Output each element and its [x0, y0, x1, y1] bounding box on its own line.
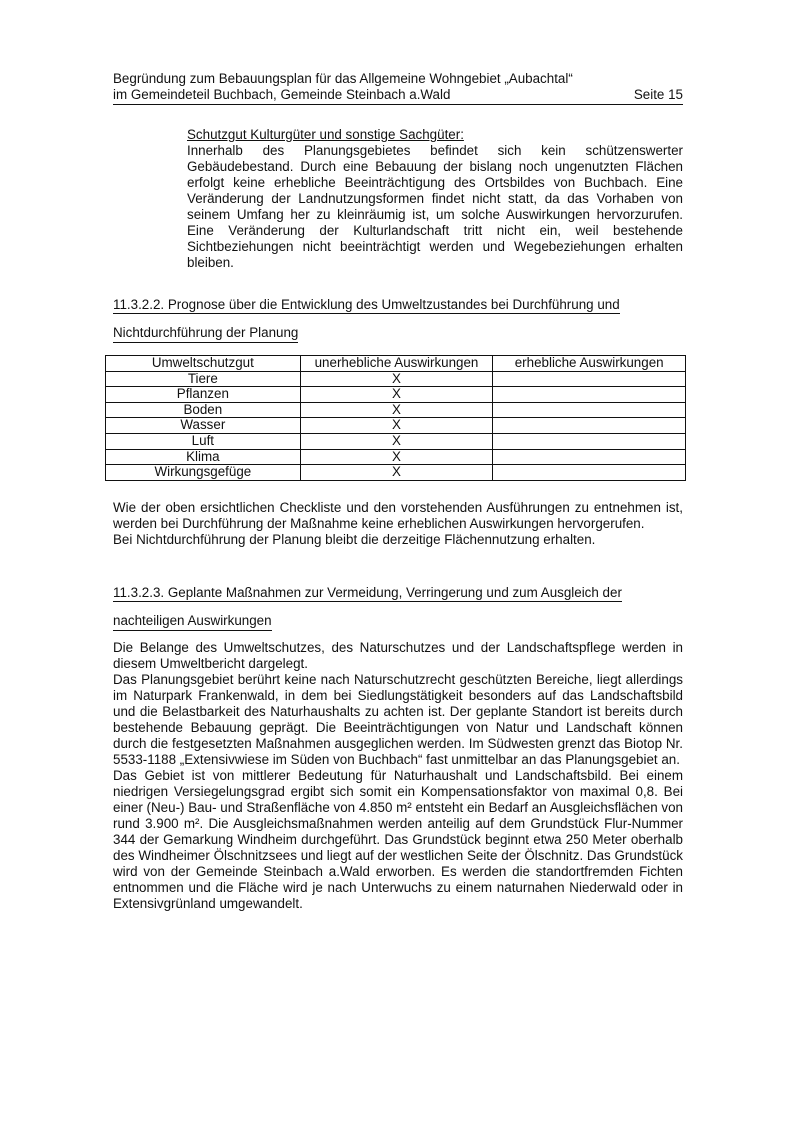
kultur-heading: Schutzgut Kulturgüter und sonstige Sachgüter:	[187, 127, 464, 142]
table-cell	[493, 387, 686, 403]
table-cell: X	[300, 465, 493, 481]
page-header	[113, 71, 683, 105]
table-cell: Luft	[106, 433, 301, 449]
table-cell: X	[300, 418, 493, 434]
section-heading-prognose	[113, 297, 633, 343]
section-heading-line1: 11.3.2.3. Geplante Maßnahmen zur Vermeidung, Verringerung und zum Ausgleich der	[113, 585, 622, 600]
table-conclusion	[113, 500, 683, 548]
table-cell: Tiere	[106, 371, 301, 387]
page-number: Seite 15	[633, 87, 683, 102]
table-header-row	[106, 356, 686, 372]
table-cell	[493, 402, 686, 418]
table-row	[106, 387, 686, 403]
table-header-cell: unerhebliche Auswirkungen	[300, 356, 493, 372]
table-cell: X	[300, 371, 493, 387]
kultur-text: Innerhalb des Planungsgebietes befindet sich kein schützenswerter Gebäudebestand. Durch eine Bebauung der bislang noch ungenutzten Flächen erfolgt keine erhebliche Beeinträchtigung des Ortsbildes von Buchbach. Eine Veränderung der Landnutzungsformen findet nicht statt, da das Vorhaben von seinem Umfang her zu kleinräumig ist, um solche Auswirkungen hervorzurufen. Eine Veränderung der Kulturlandschaft tritt nicht ein, weil bestehende Sichtbeziehungen nicht beeinträchtigt werden und Wegebeziehungen erhalten bleiben.	[187, 143, 683, 270]
table-cell: Wasser	[106, 418, 301, 434]
section-heading-massnahmen	[113, 585, 633, 631]
paragraph: Die Belange des Umweltschutzes, des Naturschutzes und der Landschaftspflege werden in diesem Umweltbericht dargelegt.	[113, 640, 683, 671]
table-header-cell: erhebliche Auswirkungen	[493, 356, 686, 372]
table-cell	[493, 433, 686, 449]
table-cell: Boden	[106, 402, 301, 418]
table-cell: Wirkungsgefüge	[106, 465, 301, 481]
table-cell: Klima	[106, 449, 301, 465]
section-heading-line2: nachteiligen Auswirkungen	[113, 613, 272, 631]
paragraph: Das Planungsgebiet berührt keine nach Naturschutzrecht geschützten Bereiche, liegt allerdings im Naturpark Frankenwald, in dem bei Siedlungstätigkeit besonders auf das Landschaftsbild und die Belastbarkeit des Naturhaushalts zu achten ist. Der geplante Standort ist bereits durch bestehende Bebauung geprägt. Die Beeinträchtigungen von Natur und Landschaft können durch die festgesetzten Maßnahmen ausgeglichen werden. Im Südwesten grenzt das Biotop Nr. 5533-1188 „Extensivwiese im Süden von Buchbach“ fast unmittelbar an das Planungsgebiet an.	[113, 672, 683, 767]
table-row	[106, 402, 686, 418]
impact-table	[105, 355, 686, 481]
section-heading-line2: Nichtdurchführung der Planung	[113, 325, 298, 343]
paragraph: Wie der oben ersichtlichen Checkliste und den vorstehenden Ausführungen zu entnehmen ist, werden bei Durchführung der Maßnahme keine erheblichen Auswirkungen hervorgerufen.	[113, 500, 683, 531]
section-heading-line1: 11.3.2.2. Prognose über die Entwicklung des Umweltzustandes bei Durchführung und	[113, 297, 620, 312]
table-cell	[493, 418, 686, 434]
paragraph: Das Gebiet ist von mittlerer Bedeutung für Naturhaushalt und Landschaftsbild. Bei einem niedrigen Versiegelungsgrad ergibt sich somit ein Kompensationsfaktor von maximal 0,8. Bei einer (Neu-) Bau- und Straßenfläche von 4.850 m² entsteht ein Bedarf an Ausgleichsflächen von rund 3.900 m². Die Ausgleichsmaßnahmen werden anteilig auf dem Grundstück Flur-Nummer 344 der Gemarkung Windheim durchgeführt. Das Grundstück beginnt etwa 250 Meter oberhalb des Windheimer Ölschnitzsees und liegt auf der westlichen Seite der Ölschnitz. Das Grundstück wird von der Gemeinde Steinbach a.Wald erworben. Es werden die standortfremden Fichten entnommen und die Fläche wird je nach Unterwuchs zu einem naturnahen Niederwald oder in Extensivgrünland umgewandelt.	[113, 768, 683, 911]
table-row	[106, 465, 686, 481]
table-cell: X	[300, 402, 493, 418]
table-cell	[493, 449, 686, 465]
table-cell: X	[300, 433, 493, 449]
kultur-section	[187, 127, 683, 271]
table-header-cell: Umweltschutzgut	[106, 356, 301, 372]
table-cell	[493, 465, 686, 481]
header-subtitle-row	[113, 87, 683, 105]
table-row	[106, 449, 686, 465]
table-row	[106, 371, 686, 387]
table-row	[106, 433, 686, 449]
header-title: Begründung zum Bebauungsplan für das Allgemeine Wohngebiet „Aubachtal“	[113, 71, 573, 86]
table-cell: Pflanzen	[106, 387, 301, 403]
massnahmen-text	[113, 640, 683, 912]
table-cell: X	[300, 387, 493, 403]
paragraph: Bei Nichtdurchführung der Planung bleibt die derzeitige Flächennutzung erhalten.	[113, 532, 596, 547]
table-row	[106, 418, 686, 434]
table-cell	[493, 371, 686, 387]
table-cell: X	[300, 449, 493, 465]
header-subtitle: im Gemeindeteil Buchbach, Gemeinde Steinbach a.Wald	[113, 87, 451, 102]
